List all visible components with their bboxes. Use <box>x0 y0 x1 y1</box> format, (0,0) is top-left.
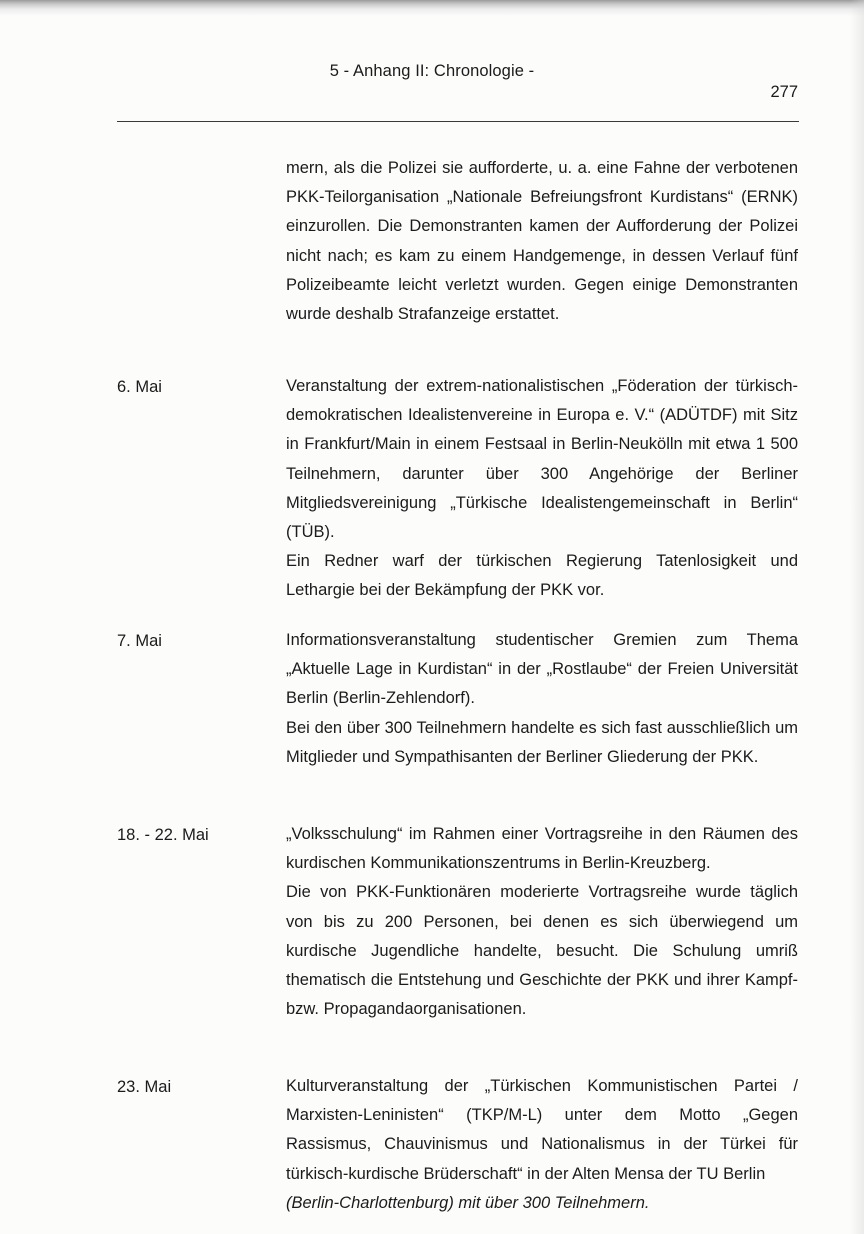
scan-shadow-right <box>850 0 864 1234</box>
entry-paragraph: „Volksschulung“ im Rahmen einer Vortragsreihe in den Räumen des kurdischen Kommunikationszentrums in Berlin-Kreuzberg. <box>286 825 798 873</box>
running-title: 5 - Anhang II: Chronologie - <box>329 62 535 80</box>
entry-paragraph: (Berlin-Charlottenburg) mit über 300 Teilnehmern. <box>286 1193 650 1212</box>
entry-date-18-22-mai: 18. - 22. Mai <box>117 826 209 844</box>
entry-date-7-mai: 7. Mai <box>117 632 162 650</box>
entry-paragraph: Ein Redner warf der türkischen Regierung Tatenlosigkeit und Lethargie bei der Bekämpfung der PKK vor. <box>286 552 798 600</box>
entry-text-18-22-mai <box>286 820 798 1024</box>
scan-shadow <box>0 0 864 16</box>
entry-date-6-mai: 6. Mai <box>117 378 162 396</box>
entry-paragraph: Die von PKK-Funktionären moderierte Vortragsreihe wurde täglich von bis zu 200 Personen, bei denen es sich überwiegend um kurdische Jugendliche handelte, besucht. Die Schulung umriß thematisch die Entstehung und Geschichte der PKK und ihrer Kampf- bzw. Propagandaorganisationen. <box>286 883 798 1019</box>
entry-paragraph: Veranstaltung der extrem-nationalistischen „Föderation der türkisch-demokratischen Idealistenvereine in Europa e. V.“ (ADÜTDF) mit Sitz in Frankfurt/Main in einem Festsaal in Berlin-Neukölln mit etwa 1 500 Teilnehmern, darunter über 300 Angehörige der Berliner Mitgliedsvereinigung „Türkische Idealistengemeinschaft in Berlin“ (TÜB). <box>286 377 798 542</box>
entry-paragraph: Informationsveranstaltung studentischer Gremien zum Thema „Aktuelle Lage in Kurdistan“ in der „Rostlaube“ der Freien Universität Berlin (Berlin-Zehlendorf). <box>286 631 798 708</box>
header-rule <box>117 121 799 122</box>
entry-text-6-mai <box>286 372 798 606</box>
entry-text-7-mai <box>286 626 798 772</box>
entry-text-23-mai <box>286 1072 798 1218</box>
continuation-paragraph: mern, als die Polizei sie aufforderte, u. a. eine Fahne der verbotenen PKK-Teilorganisation „Nationale Befreiungsfront Kurdistans“ (ERNK) einzurollen. Die Demonstranten kamen der Aufforderung der Polizei nicht nach; es kam zu einem Handgemenge, in dessen Verlauf fünf Polizeibeamte leicht verletzt wurden. Gegen einige Demonstranten wurde deshalb Strafanzeige erstattet. <box>286 159 798 324</box>
entry-date-23-mai: 23. Mai <box>117 1078 172 1096</box>
entry-paragraph: Kulturveranstaltung der „Türkischen Kommunistischen Partei / Marxisten-Leninisten“ (TKP/M-L) unter dem Motto „Gegen Rassismus, Chauvinismus und Nationalismus in der Türkei für türkisch-kurdische Brüderschaft“ in der Alten Mensa der TU Berlin <box>286 1077 798 1183</box>
page-number: 277 <box>770 83 798 101</box>
continuation-text <box>286 154 798 329</box>
entry-paragraph: Bei den über 300 Teilnehmern handelte es sich fast ausschließlich um Mitglieder und Sympathisanten der Berliner Gliederung der PKK. <box>286 718 798 766</box>
